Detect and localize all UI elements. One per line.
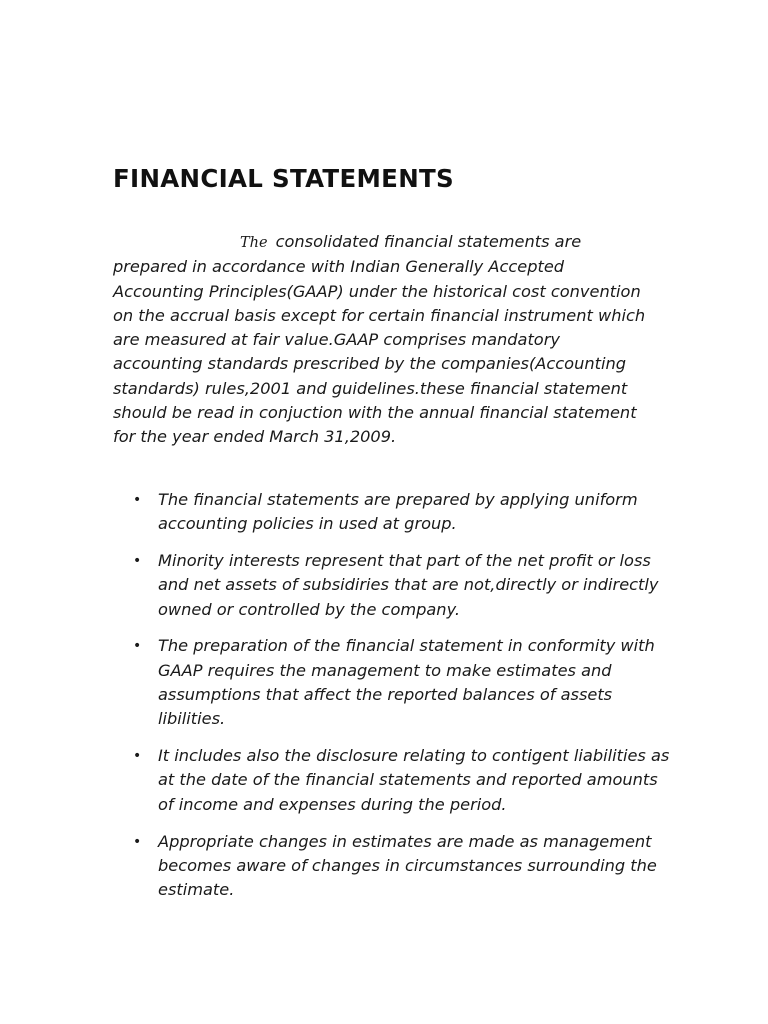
list-item [113, 634, 673, 731]
intro-paragraph [113, 230, 653, 450]
bullet-icon: • [133, 638, 142, 655]
list-item [113, 830, 673, 903]
intro-lead-word: The [240, 235, 268, 251]
list-item-text: The preparation of the financial statement in conformity with GAAP requires the management to make estimates and assumptions that affect the reported balances of assets libilities. [158, 636, 655, 729]
list-item [113, 744, 673, 817]
bullet-icon: • [133, 492, 142, 508]
list-item-text: It includes also the disclosure relating to contigent liabilities as at the date of the financial statements and reported amounts of income and expenses during the period. [158, 746, 670, 814]
bullet-icon: • [133, 748, 142, 765]
bullet-list [113, 488, 673, 915]
intro-text: consolidated financial statements are prepared in accordance with Indian Generally Accepted Accounting Principles(GAAP) under the historical cost convention on the accrual basis except for certain financial instrument which are measured at fair value.GAAP comprises mandatory accounting standards prescribed by the companies(Accounting standards) rules,2001 and guidelines.these financial statement should be read in conjuction with the annual financial statement for the year ended March 31,2009. [113, 232, 646, 447]
bullet-icon: • [133, 833, 142, 850]
list-item [113, 549, 673, 622]
list-item-text: The financial statements are prepared by applying uniform accounting policies in used at group. [158, 490, 638, 534]
bullet-icon: • [133, 553, 142, 570]
page-title: FINANCIAL STATEMENTS [113, 164, 454, 193]
list-item-text: Minority interests represent that part of the net profit or loss and net assets of subsidiries that are not,directly or indirectly owned or controlled by the company. [158, 551, 659, 619]
list-item-text: Appropriate changes in estimates are made as management becomes aware of changes in circumstances surrounding the estimate. [158, 831, 657, 900]
list-item [113, 488, 673, 537]
